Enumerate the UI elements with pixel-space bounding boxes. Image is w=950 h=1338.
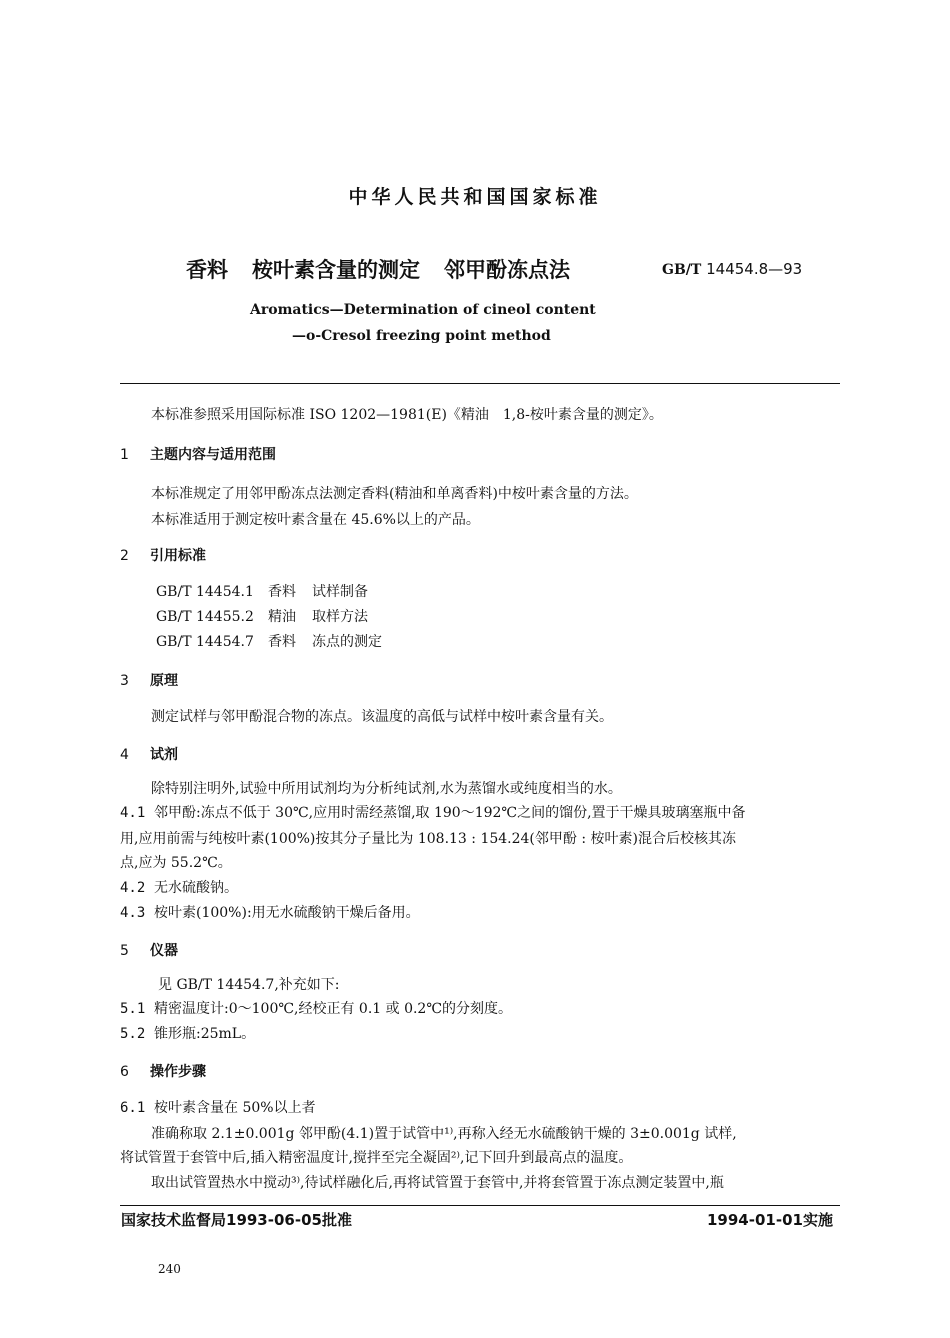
clause-number: 5.1 — [120, 1001, 146, 1017]
english-title-line2: —o-Cresol freezing point method — [292, 328, 551, 344]
list-item — [156, 605, 382, 630]
clause-4-3 — [120, 902, 420, 922]
section-3-heading — [120, 670, 178, 690]
clause-text: 精密温度计:0～100℃,经校正有 0.1 或 0.2℃的分刻度。 — [154, 1001, 512, 1017]
section-1-heading — [120, 444, 276, 464]
standard-code — [662, 260, 802, 278]
section-number: 2 — [120, 548, 129, 564]
section-4-paragraph: 除特别注明外,试验中所用试剂均为分析纯试剂,水为蒸馏水或纯度相当的水。 — [151, 781, 622, 797]
clause-text: 桉叶素含量在 50%以上者 — [154, 1100, 316, 1116]
header-divider — [120, 383, 840, 384]
page-number: 240 — [158, 1262, 181, 1276]
section-title: 仪器 — [150, 943, 178, 959]
clause-number: 4.2 — [120, 880, 146, 896]
ref-category: 香料 — [268, 584, 296, 600]
ref-name: 试样制备 — [312, 584, 368, 600]
clause-text: 邻甲酚:冻点不低于 30℃,应用时需经蒸馏,取 190～192℃之间的馏份,置于干燥具玻璃塞瓶中备 — [154, 805, 746, 821]
ref-category: 香料 — [268, 634, 296, 650]
section-1-paragraph-1: 本标准规定了用邻甲酚冻点法测定香料(精油和单离香料)中桉叶素含量的方法。 — [151, 486, 638, 502]
footer-divider — [120, 1205, 840, 1206]
clause-number: 6.1 — [120, 1100, 146, 1116]
section-title: 原理 — [150, 673, 178, 689]
section-title: 引用标准 — [150, 548, 206, 564]
section-number: 1 — [120, 447, 129, 463]
clause-5-1 — [120, 998, 512, 1018]
clause-5-2 — [120, 1023, 255, 1043]
section-5-paragraph: 见 GB/T 14454.7,补充如下: — [158, 977, 340, 993]
national-standard-heading: 中华人民共和国国家标准 — [348, 186, 602, 208]
section-2-heading — [120, 545, 206, 565]
approval-date: 国家技术监督局1993-06-05批准 — [121, 1211, 352, 1229]
standard-title — [186, 254, 594, 284]
section-6-paragraph-1-line-1: 准确称取 2.1±0.001g 邻甲酚(4.1)置于试管中¹⁾,再称入经无水硫酸钠干燥的 3±0.001g 试样, — [151, 1126, 737, 1142]
section-title: 主题内容与适用范围 — [150, 447, 276, 463]
section-number: 4 — [120, 747, 129, 763]
clause-text: 无水硫酸钠。 — [154, 880, 238, 896]
ref-category: 精油 — [268, 609, 296, 625]
clause-4-2 — [120, 877, 238, 897]
section-number: 3 — [120, 673, 129, 689]
clause-4-1-line-3: 点,应为 55.2℃。 — [120, 855, 232, 871]
section-number: 5 — [120, 943, 129, 959]
referenced-standards-list — [156, 580, 382, 655]
clause-number: 4.3 — [120, 905, 146, 921]
section-3-paragraph: 测定试样与邻甲酚混合物的冻点。该温度的高低与试样中桉叶素含量有关。 — [151, 709, 613, 725]
title-part-method: 邻甲酚冻点法 — [444, 258, 570, 282]
section-6-paragraph-1-line-2: 将试管置于套管中后,插入精密温度计,搅拌至完全凝固²⁾,记下回升到最高点的温度。 — [120, 1150, 633, 1166]
ref-code: GB/T 14454.1 — [156, 584, 254, 600]
section-6-paragraph-2-line-1: 取出试管置热水中搅动³⁾,待试样融化后,再将试管置于套管中,并将套管置于冻点测定装置中,瓶 — [151, 1175, 724, 1191]
ref-name: 冻点的测定 — [312, 634, 382, 650]
section-title: 操作步骤 — [150, 1064, 206, 1080]
clause-4-1-line-1 — [120, 802, 746, 822]
ref-code: GB/T 14455.2 — [156, 609, 254, 625]
standard-code-number: 14454.8—93 — [706, 260, 803, 278]
clause-number: 4.1 — [120, 805, 146, 821]
clause-6-1 — [120, 1097, 316, 1117]
clause-text: 桉叶素(100%):用无水硫酸钠干燥后备用。 — [154, 905, 420, 921]
standard-code-prefix: GB/T — [662, 262, 702, 278]
section-4-heading — [120, 744, 178, 764]
section-6-heading — [120, 1061, 206, 1081]
list-item — [156, 630, 382, 655]
section-number: 6 — [120, 1064, 129, 1080]
section-1-paragraph-2: 本标准适用于测定桉叶素含量在 45.6%以上的产品。 — [151, 512, 480, 528]
list-item — [156, 580, 382, 605]
effective-date: 1994-01-01实施 — [707, 1211, 833, 1229]
section-5-heading — [120, 940, 178, 960]
title-part-category: 香料 — [186, 258, 228, 282]
clause-number: 5.2 — [120, 1026, 146, 1042]
ref-name: 取样方法 — [312, 609, 368, 625]
clause-text: 锥形瓶:25mL。 — [154, 1026, 256, 1042]
clause-4-1-line-2: 用,应用前需与纯桉叶素(100%)按其分子量比为 108.13 : 154.24(邻甲酚 : 桉叶素)混合后校核其冻 — [120, 831, 736, 847]
ref-code: GB/T 14454.7 — [156, 634, 254, 650]
english-title-line1: Aromatics—Determination of cineol content — [250, 302, 596, 318]
section-title: 试剂 — [150, 747, 178, 763]
title-part-subject: 桉叶素含量的测定 — [252, 258, 420, 282]
intro-paragraph: 本标准参照采用国际标准 ISO 1202—1981(E)《精油 1,8-桉叶素含量的测定》。 — [151, 407, 663, 423]
